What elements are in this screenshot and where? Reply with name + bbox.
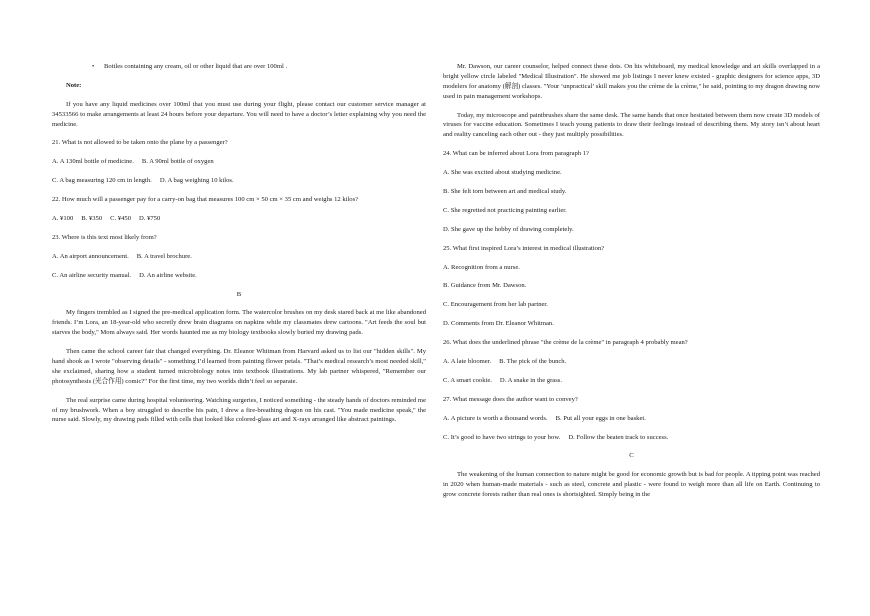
options-row — [443, 414, 820, 424]
question-21: 21. What is not allowed to be taken onto the plane by a passenger? — [52, 139, 228, 147]
options-row — [52, 252, 426, 262]
option-d: D. She gave up the hobby of drawing completely. — [443, 225, 574, 233]
option-c: C. Encouragement from her lab partner. — [443, 301, 548, 309]
option-b: B. The pick of the bunch. — [499, 358, 567, 366]
option-a: A. She was excited about studying medicine. — [443, 169, 562, 177]
option-b: B. Put all your eggs in one basket. — [555, 414, 646, 422]
option-c: C. An airline security manual. — [52, 271, 132, 279]
options-row — [52, 271, 426, 281]
passage-paragraph: The real surprise came during hospital volunteering. Watching surgeries, I noticed something - the steady hands of doctors reminded me of my brushwork. When a boy struggled to describe his pain, I drew a fire-breathing dragon on his cast. "You made medicine speak," the nurse said. Slowly, my drawing pads filled with cells that looked like colored-glass art and X-rays arranged like abstract paintings. — [52, 396, 426, 424]
bullet-icon: • — [92, 63, 95, 70]
option-d: D. An airline website. — [139, 271, 197, 279]
option-a: A. An airport announcement. — [52, 252, 129, 260]
option-c: C. A smart cookie. — [443, 376, 492, 384]
passage-paragraph: Mr. Dawson, our career counselor, helped connect these dots. On his whiteboard, my medical knowledge and art skills overlapped in a bright yellow circle labeled "Medical Illustration". He showed me job listings I never knew existed - graphic designers for science apps, 3D modelers for anatomy (解剖) classes. "Your ‘unpractical’ skill makes you the crème de la crème," he said, pointing to my dragon drawing now used in pain management workshops. — [443, 63, 820, 100]
option-a: A. Recognition from a nurse. — [443, 263, 520, 271]
passage-paragraph: Then came the school career fair that changed everything. Dr. Eleanor Whitman from Harvard asked us to list our "hidden skills". My hand shook as I wrote "observing details" - something I’d learned from painting flower petals. "That’s medical research’s most needed skill," she exclaimed, sharing how a student turned microbiology notes into textbook illustrations. My lab partner whispered, "Remember our photosynthesis (光合作用) comic?" For the first time, my two worlds didn’t feel so separate. — [52, 348, 426, 385]
option-a: A. A late bloomer. — [443, 358, 492, 366]
list-item — [92, 62, 426, 72]
bullet-text: Bottles containing any cream, oil or other liquid that are over 100ml . — [104, 63, 288, 70]
passage-paragraph: My fingers trembled as I signed the pre-medical application form. The watercolor brushes on my desk stared back at me like abandoned friends. I’m Lora, an 18-year-old who secretly drew brain diagrams on napkins while my classmates drew cartoons. "Art feeds the soul but starves the body," Mom always said. Her words haunted me as my biology textbooks slowly buried my drawing pads. — [52, 309, 426, 337]
options-row — [443, 376, 820, 386]
option-d: D. A snake in the grass. — [499, 376, 562, 384]
option-d: D. A bag weighing 10 kilos. — [159, 177, 234, 185]
option-c: C. A bag measuring 120 cm in length. — [52, 177, 152, 185]
option-b: B. ¥350 — [81, 215, 103, 223]
note-paragraph: If you have any liquid medicines over 100ml that you must use during your flight, please contact our customer service manager at 34533566 to make arrangements at least 24 hours before your departure. You will need to have a doctor’s letter explaining why you need the medicine. — [52, 100, 426, 128]
option-b: B. A travel brochure. — [136, 252, 192, 260]
options-row — [443, 433, 820, 443]
question-23: 23. Where is this text most likely from? — [52, 233, 157, 241]
passage-paragraph: The weakening of the human connection to nature might be good for economic growth but is bad for people. A tipping point was reached in 2020 when human-made materials - such as steel, concrete and plastic - were found to weigh more than all life on Earth. Continuing to grow concrete forests rather than real ones is shortsighted. Simply being in the — [443, 471, 820, 499]
question-26: 26. What does the underlined phrase "the crème de la crème" in paragraph 4 probably mean? — [443, 339, 688, 347]
left-column — [52, 62, 426, 434]
options-row — [52, 176, 426, 186]
options-row — [52, 157, 426, 167]
section-heading: B — [236, 290, 242, 298]
option-b: B. A 90ml bottle of oxygen — [141, 158, 214, 166]
option-c: C. She regretted not practicing painting earlier. — [443, 206, 567, 214]
right-column — [443, 62, 820, 509]
option-a: A. ¥100 — [52, 215, 74, 223]
note-title: Note: — [66, 81, 82, 89]
option-c: C. ¥450 — [110, 215, 132, 223]
option-c: C. It’s good to have two strings to your bow. — [443, 433, 561, 441]
section-heading: C — [629, 452, 634, 460]
question-27: 27. What message does the author want to convey? — [443, 395, 578, 403]
option-d: D. Comments from Dr. Eleanor Whitman. — [443, 320, 554, 328]
option-d: D. Follow the beaten track to success. — [568, 433, 669, 441]
options-row — [443, 357, 820, 367]
option-a: A. A 130ml bottle of medicine. — [52, 158, 134, 166]
passage-paragraph: Today, my microscope and paintbrushes share the same desk. The same hands that once hesitated between them now create 3D models of viruses for vaccine education. Sometimes I teach young patients to draw their feelings instead of describing them. My story isn’t about heart and reality canceling each other out - they just multiply possibilities. — [443, 111, 820, 139]
option-b: B. Guidance from Mr. Dawson. — [443, 282, 527, 290]
question-25: 25. What first inspired Lora’s interest in medical illustration? — [443, 244, 605, 252]
options-row — [52, 214, 426, 224]
option-a: A. A picture is worth a thousand words. — [443, 414, 548, 422]
option-d: D. ¥750 — [139, 215, 161, 223]
question-24: 24. What can be inferred about Lora from paragraph 1? — [443, 150, 589, 158]
option-b: B. She felt torn between art and medical study. — [443, 188, 567, 196]
question-22: 22. How much will a passenger pay for a carry-on bag that measures 100 cm × 50 cm × 35 cm and weighs 12 kilos? — [52, 196, 359, 204]
